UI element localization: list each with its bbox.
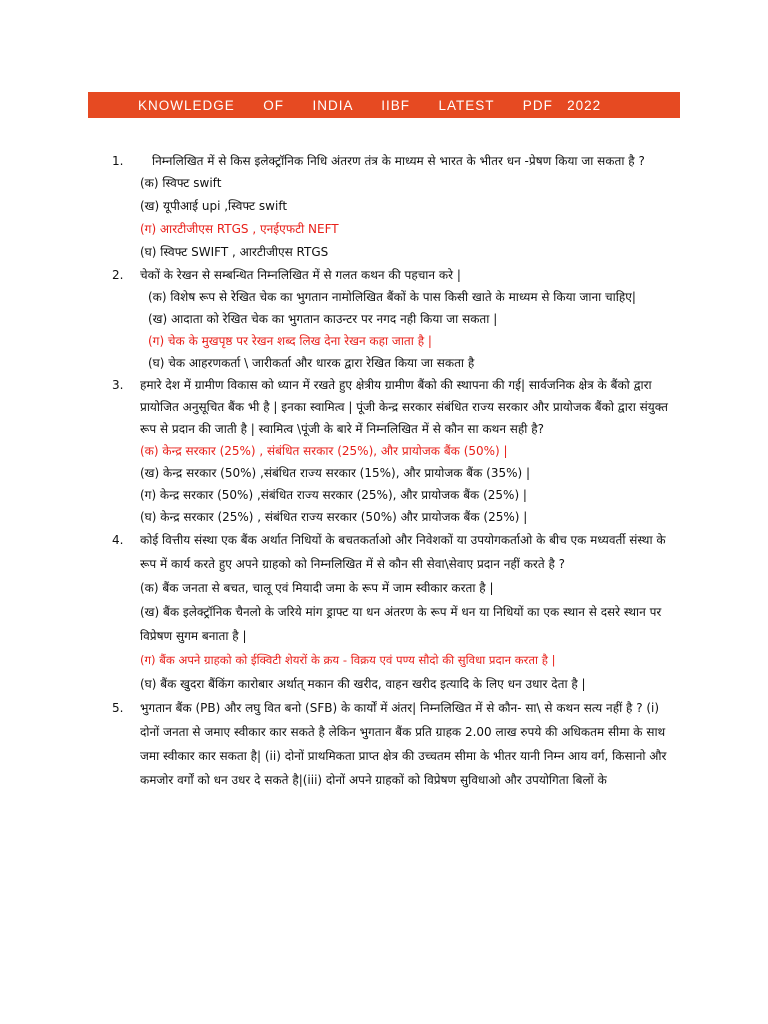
option-ga: (ग) केन्द्र सरकार (50%) ,संबंधित राज्य सरकार (25%), और प्रायोजक बैंक (25%) | [140, 488, 527, 502]
option-ka: (क) स्विफ्ट swift [140, 176, 222, 190]
question-4-options [112, 576, 672, 696]
title-banner [88, 92, 680, 118]
option-gha: (घ) बैंक खुदरा बैंकिंग कारोबार अर्थात् मकान की खरीद, वाहन खरीद इत्यादि के लिए धन उधार देता है | [140, 677, 586, 691]
question-3-options [112, 440, 672, 528]
option-kha: (ख) आदाता को रेखित चेक का भुगतान काउन्टर पर नगद नही किया जा सकता | [148, 312, 498, 326]
question-text: निम्नलिखित में से किस इलेक्ट्रॉनिक निधि अंतरण तंत्र के माध्यम से भारत के भीतर धन -प्रेषण किया जा सकता है ? [152, 154, 645, 168]
question-list [112, 150, 672, 792]
option-kha: (ख) केन्द्र सरकार (50%) ,संबंधित राज्य सरकार (15%), और प्रायोजक बैंक (35%) | [140, 466, 531, 480]
question-number: 1. [112, 154, 124, 168]
option-ka: (क) बैंक जनता से बचत, चालू एवं मियादी जमा के रूप में जाम स्वीकार करता है | [140, 581, 494, 595]
option-gha: (घ) केन्द्र सरकार (25%) , संबंधित राज्य सरकार (50%) और प्रायोजक बैंक (25%) | [140, 510, 528, 524]
question-number: 4. [112, 533, 124, 547]
question-3 [112, 374, 672, 440]
question-2-options [112, 286, 672, 374]
question-text: भुगतान बैंक (PB) और लघु वित बनो (SFB) के कार्यों में अंतर| निम्नलिखित में से कौन- सा\ से कथन सत्य नहीं है ? (i) दोनों जनता से जमाए स्वीकार कार सकते है लेकिन भुगतान बैंक प्रति ग्राहक 2.00 लाख रुपये की अधिकतम सीमा के साथ जमा स्वीकार कार सकता है| (ii) दोनों प्राथमिकता प्राप्त क्षेत्र की उच्चतम सीमा के भीतर यानी निम्न आय वर्ग, किसानो और कमजोर वर्गों को धन उधर दे सकते है|(iii) दोनों अपने ग्राहकों को विप्रेषण सुविधाओ और उपयोगिता बिलों के [140, 701, 667, 787]
question-5 [112, 696, 672, 792]
option-ga-answer: (ग) बैंक अपने ग्राहको को ईक्विटी शेयरों के क्रय - विक्रय एवं पण्य सौदो की सुविधा प्रदान करता है | [140, 653, 556, 667]
question-text: चेकों के रेखन से सम्बन्धित निम्नलिखित में से गलत कथन की पहचान करे | [140, 268, 461, 282]
banner-title: KNOWLEDGE OF INDIA IIBF LATEST PDF 2022 [138, 97, 602, 113]
question-1-options [112, 172, 672, 264]
option-ka-answer: (क) केन्द्र सरकार (25%) , संबंधित सरकार (25%), और प्रायोजक बैंक (50%) | [140, 444, 508, 458]
question-1 [112, 150, 672, 172]
question-text: कोई वित्तीय संस्था एक बैंक अर्थात निधियों के बचतकर्ताओ और निवेशकों या उपयोगकर्ताओ के बीच एक मध्यवर्ती संस्था के रूप में कार्य करते हुए अपने ग्राहको को निम्नलिखित में से कौन सी सेवा\सेवाए प्रदान नहीं करते है ? [140, 533, 666, 571]
option-kha: (ख) बैंक इलेक्ट्रॉनिक चैनलो के जरिये मांग ड्राफ्ट या धन अंतरण के रूप में धन या निधियों का एक स्थान से दसरे स्थान पर विप्रेषण सुगम बनाता है | [140, 605, 662, 643]
option-ga-answer: (ग) चेक के मुखपृष्ठ पर रेखन शब्द लिख देना रेखन कहा जाता है | [148, 334, 432, 348]
option-gha: (घ) चेक आहरणकर्ता \ जारीकर्ता और धारक द्वारा रेखित किया जा सकता है [148, 356, 475, 370]
option-gha: (घ) स्विफ्ट SWIFT , आरटीजीएस RTGS [140, 245, 329, 259]
question-2 [112, 264, 672, 286]
option-ka: (क) विशेष रूप से रेखित चेक का भुगतान नामोलिखित बैंकों के पास किसी खाते के माध्यम से किया जाना चाहिए| [148, 290, 636, 304]
option-kha: (ख) यूपीआई upi ,स्विफ्ट swift [140, 199, 288, 213]
question-number: 3. [112, 378, 124, 392]
question-number: 5. [112, 701, 124, 715]
question-number: 2. [112, 268, 124, 282]
option-ga-answer: (ग) आरटीजीएस RTGS , एनईएफटी NEFT [140, 222, 339, 236]
question-text: हमारे देश में ग्रामीण विकास को ध्यान में रखते हुए क्षेत्रीय ग्रामीण बैंको की स्थापना की गई| सार्वजनिक क्षेत्र के बैंको द्वारा प्रायोजित अनुसूचित बैंक भी है | इनका स्वामित्व | पूंजी केन्द्र सरकार संबंधित राज्य सरकार और प्रायोजक बैंको द्वारा संयुक्त रूप से प्रदान की जाती है | स्वामित्व \पूंजी के बारे में निम्नलिखित में से कौन सा कथन सही है? [140, 378, 668, 436]
question-4 [112, 528, 672, 576]
